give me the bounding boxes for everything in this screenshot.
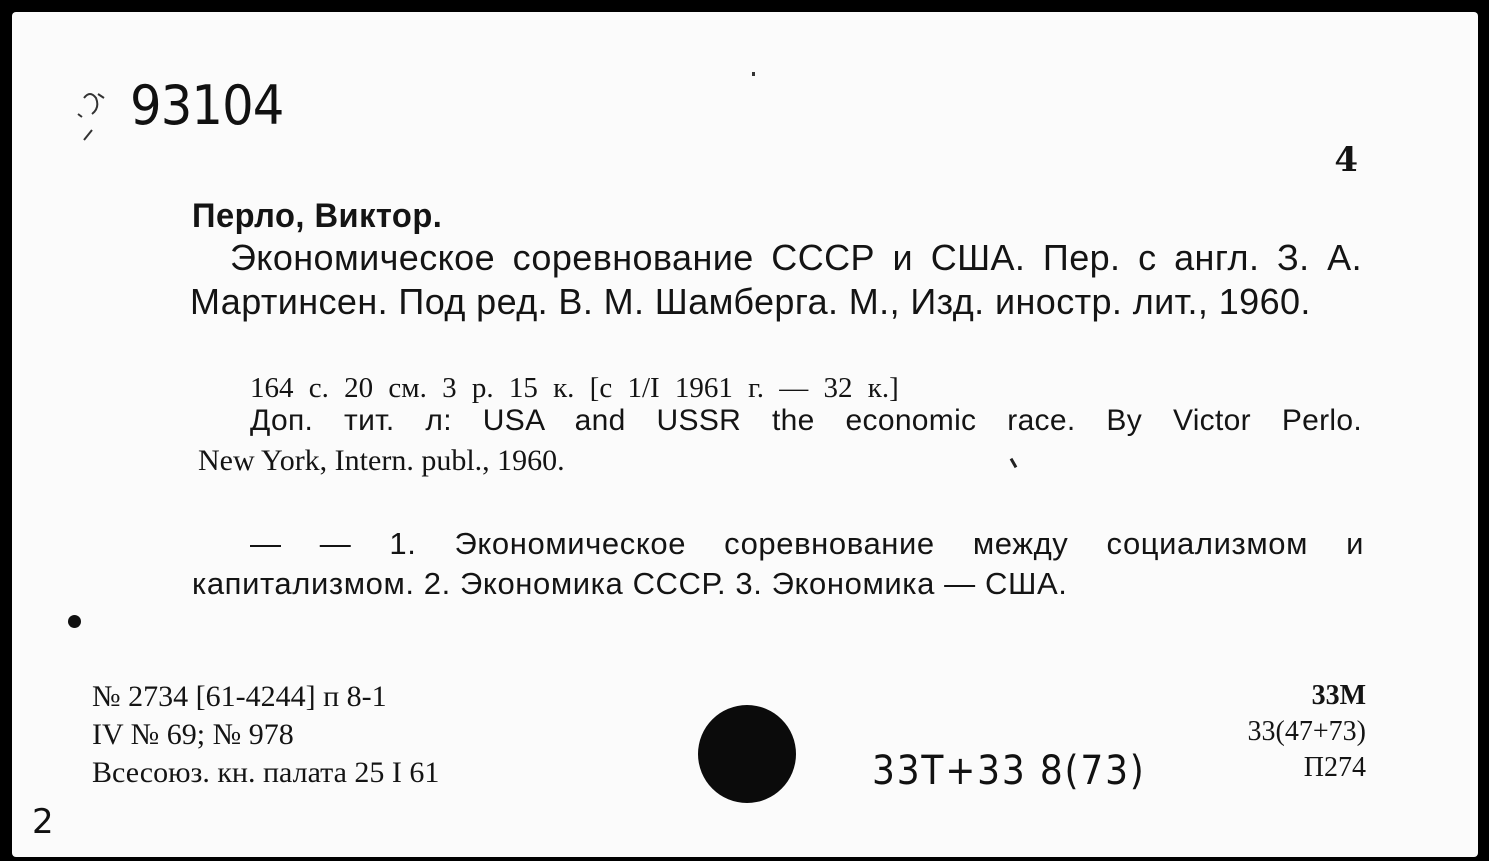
handwritten-classification: 33Т+33 8(73) [872,748,1146,794]
parallel-title-line-1: Доп. тит. л: USA and USSR the economic race. By Victor Perlo. [250,404,1362,437]
pub-info-line-1: № 2734 [61-4244] п 8-1 [92,680,387,713]
classification-block [1248,678,1366,786]
card-number: 4 [1334,140,1358,180]
stamp-smudge [70,84,120,144]
publication-info [92,678,439,792]
classification-line-3: П274 [1303,752,1366,783]
author-heading: Перло, Виктор. [192,197,443,235]
inventory-number: 93104 [130,74,284,137]
punched-hole [698,705,796,803]
parallel-title-line-2: New York, Intern. publ., 1960. [198,444,565,477]
pub-info-line-3: Всесоюз. кн. палата 25 I 61 [92,756,440,789]
ink-tick-mark [1010,458,1018,468]
classification-line-1: 33М [1311,680,1366,711]
catalog-card [12,12,1478,857]
ink-speck [752,72,755,76]
title-statement: Экономическое соревнование СССР и США. Пер. с англ. З. А. Мартинсен. Под ред. В. М. Шамберга. М., Изд. иностр. лит., 1960. [190,237,1362,322]
classification-line-2: 33(47+73) [1247,716,1366,747]
small-punch-dot [68,615,81,628]
collation-line: 164 с. 20 см. 3 р. 15 к. [с 1/I 1961 г. — 32 к.] [250,372,899,404]
pub-info-line-2: IV № 69; № 978 [92,718,294,751]
corner-handwritten-mark: 2 [32,802,54,842]
subject-headings: — — 1. Экономическое соревнование между социализмом и капитализмом. 2. Экономика СССР. 3. Экономика — США. [192,526,1364,601]
